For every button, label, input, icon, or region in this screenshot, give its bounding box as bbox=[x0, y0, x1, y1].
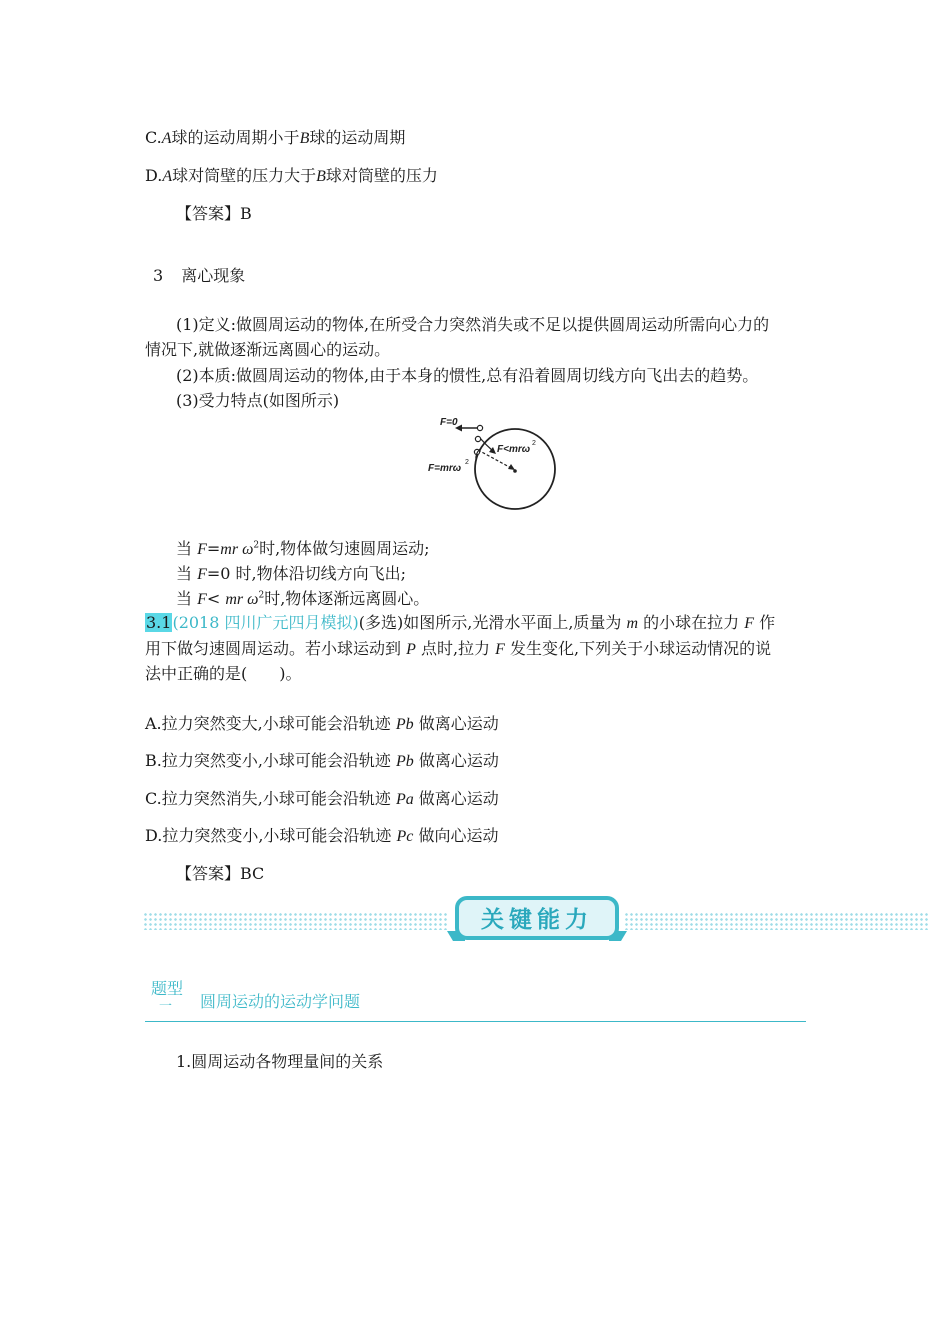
question-3-1-line-2 bbox=[145, 639, 771, 660]
banner-dots-right bbox=[624, 912, 930, 930]
var-path: Pc bbox=[396, 828, 414, 845]
label-f-less: F<mrω bbox=[497, 444, 531, 455]
option-text: 球对筒壁的压力 bbox=[325, 166, 438, 185]
label-f-less-sup: 2 bbox=[532, 440, 536, 447]
prev-option-c bbox=[145, 128, 405, 149]
case-text: 当 bbox=[176, 589, 198, 608]
question-text: (多选)如图所示,光滑水平面上,质量为 bbox=[358, 613, 627, 632]
question-source: (2018 四川广元四月模拟) bbox=[172, 613, 359, 632]
definition-line-1: (1)定义:做圆周运动的物体,在所受合力突然消失或不足以提供圆周运动所需向心力的 bbox=[176, 315, 770, 334]
var-path: Pb bbox=[396, 753, 414, 770]
label-f-eq: F=mrω bbox=[428, 463, 462, 474]
option-text: 球对筒壁的压力大于 bbox=[172, 166, 317, 185]
question-3-1-line-3: 法中正确的是( )。 bbox=[145, 664, 302, 683]
prev-option-d bbox=[145, 166, 438, 187]
option-text: 球的运动周期小于 bbox=[171, 128, 300, 147]
var-a: A bbox=[162, 168, 173, 185]
answer-3-1: 【答案】BC bbox=[176, 864, 265, 883]
label-f-zero: F=0 bbox=[440, 417, 458, 428]
var-p: P bbox=[406, 641, 416, 658]
case-uniform bbox=[176, 539, 430, 560]
var-f: F bbox=[197, 541, 207, 558]
question-text: 点时,拉力 bbox=[415, 639, 496, 658]
option-d bbox=[145, 826, 499, 847]
definition-line-2: 情况下,就做逐渐远离圆心的运动。 bbox=[145, 340, 391, 359]
option-text: C.拉力突然消失,小球可能会沿轨迹 bbox=[145, 789, 396, 808]
var-b: B bbox=[299, 130, 310, 147]
var-f: F bbox=[197, 566, 207, 583]
question-text: 的小球在拉力 bbox=[638, 613, 745, 632]
option-text: A.拉力突然变大,小球可能会沿轨迹 bbox=[145, 714, 396, 733]
force-line: (3)受力特点(如图所示) bbox=[176, 391, 340, 410]
case-text: =0 时,物体沿切线方向飞出; bbox=[206, 564, 407, 583]
ball-mid bbox=[475, 436, 480, 441]
option-text: B.拉力突然变小,小球可能会沿轨迹 bbox=[145, 751, 397, 770]
var-f: F bbox=[197, 591, 207, 608]
option-text: 做离心运动 bbox=[413, 751, 499, 770]
var-f: F bbox=[495, 641, 505, 658]
type-label-top: 题型 bbox=[151, 979, 184, 998]
option-text: 球的运动周期 bbox=[309, 128, 406, 147]
option-text: 做离心运动 bbox=[413, 714, 499, 733]
option-c bbox=[145, 789, 499, 810]
centrifugal-figure bbox=[420, 412, 570, 514]
option-prefix: D. bbox=[145, 166, 163, 185]
option-prefix: C. bbox=[145, 128, 162, 147]
case-text: 时,物体逐渐远离圆心。 bbox=[264, 589, 430, 608]
banner-dots-left bbox=[143, 912, 449, 930]
case-less bbox=[176, 589, 429, 610]
var-mr: mr bbox=[225, 591, 244, 608]
type-label-bottom: 一 bbox=[159, 999, 173, 1014]
var-a: A bbox=[161, 130, 172, 147]
case-text: 时,物体做匀速圆周运动; bbox=[259, 539, 430, 558]
option-b bbox=[145, 751, 499, 772]
type-title: 圆周运动的运动学问题 bbox=[200, 992, 361, 1011]
option-text: 做离心运动 bbox=[413, 789, 499, 808]
label-f-eq-sup: 2 bbox=[465, 459, 469, 466]
section-heading bbox=[153, 266, 245, 286]
essence-line: (2)本质:做圆周运动的物体,由于本身的惯性,总有沿着圆周切线方向飞出去的趋势。 bbox=[176, 366, 759, 385]
option-text: D.拉力突然变小,小球可能会沿轨迹 bbox=[145, 826, 397, 845]
type-divider bbox=[145, 1021, 806, 1022]
var-path: Pb bbox=[395, 716, 414, 733]
question-text: 发生变化,下列关于小球运动情况的说 bbox=[504, 639, 772, 658]
ball-top bbox=[477, 425, 482, 430]
case-text: 当 bbox=[176, 539, 198, 558]
option-a bbox=[145, 714, 499, 735]
case-text: < bbox=[206, 589, 226, 608]
case-text: 当 bbox=[176, 564, 198, 583]
var-f: F bbox=[744, 615, 755, 632]
option-text: 做向心运动 bbox=[413, 826, 499, 845]
exponent: 2 bbox=[253, 540, 260, 551]
prev-answer: 【答案】B bbox=[176, 204, 252, 223]
question-text: 用下做匀速圆周运动。若小球运动到 bbox=[145, 639, 407, 658]
case-text: = bbox=[206, 539, 221, 558]
question-tag: 3.1 bbox=[146, 613, 172, 632]
var-omega: ω bbox=[238, 541, 254, 558]
var-m: m bbox=[626, 615, 639, 632]
var-mr: mr bbox=[220, 541, 239, 558]
var-path: Pa bbox=[395, 791, 414, 808]
section-title: 离心现象 bbox=[181, 266, 246, 285]
var-omega: ω bbox=[243, 591, 259, 608]
item-1-heading: 1.圆周运动各物理量间的关系 bbox=[176, 1052, 384, 1071]
var-b: B bbox=[316, 168, 326, 185]
case-zero bbox=[176, 564, 406, 585]
exponent: 2 bbox=[258, 590, 265, 601]
section-number: 3 bbox=[153, 266, 164, 285]
banner-badge bbox=[447, 895, 627, 945]
orbit-circle bbox=[475, 429, 555, 509]
banner-title: 关键能力 bbox=[481, 907, 593, 933]
question-text: 作 bbox=[754, 613, 776, 632]
question-3-1-line-1 bbox=[145, 613, 775, 634]
